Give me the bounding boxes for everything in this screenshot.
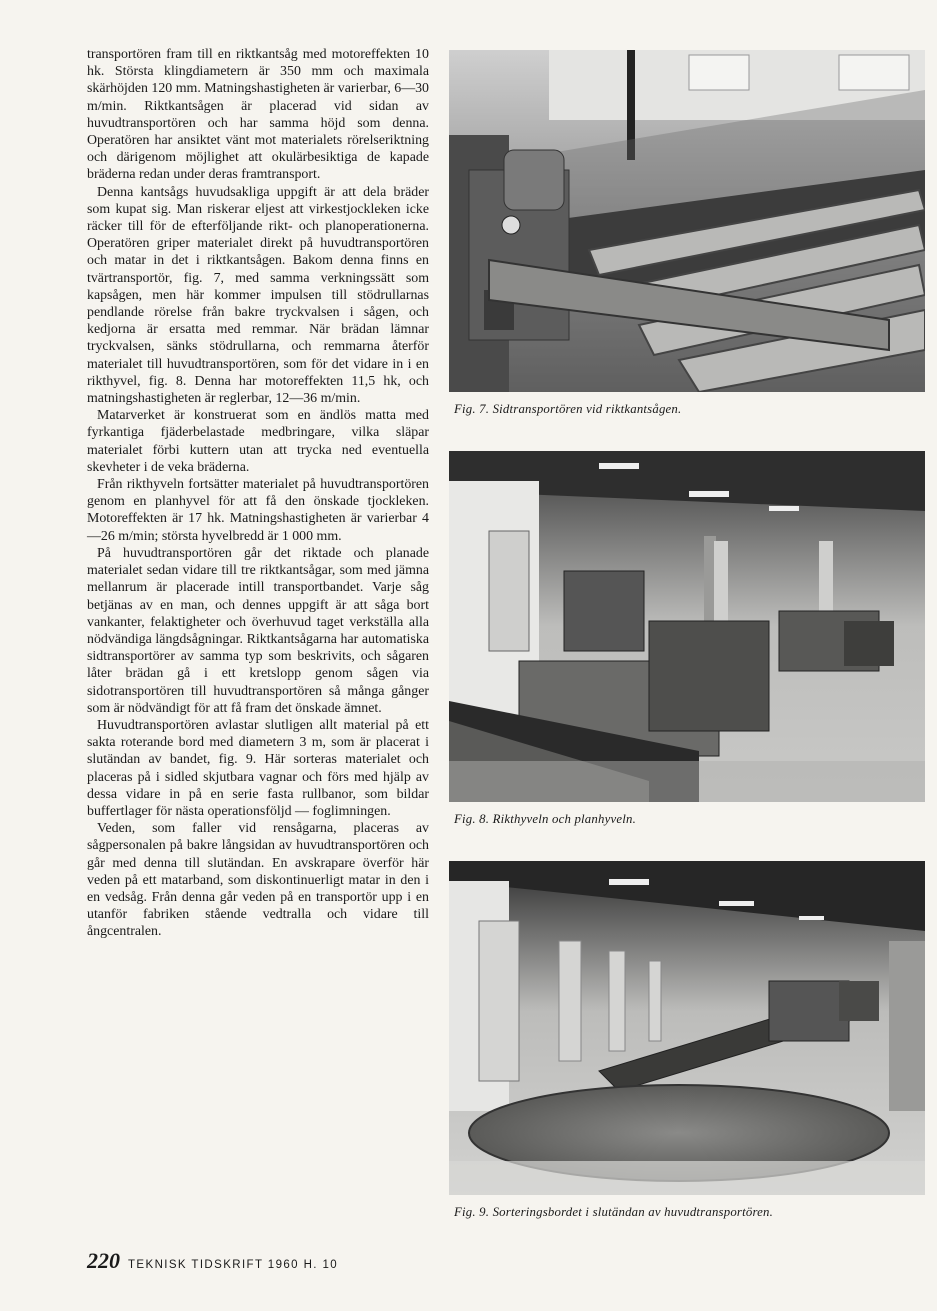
figure-9: [449, 861, 925, 1220]
figure-8-photo: [449, 451, 925, 802]
figure-7-caption: Fig. 7. Sidtransportören vid riktkantsågen.: [454, 402, 682, 416]
paragraph: Huvudtransportören avlastar slutligen allt material på ett sakta roterande bord med diametern 3 m, som är placerat i slutändan av bandet, fig. 9. Här sorteras materialet och placeras på i sidled skjutbara vagnar och förs med hjälp av dessa vidare in på en serie fasta rullbanor, som bildar buffertlager för nästa operationsföljd — foglimningen.: [87, 717, 429, 819]
figure-7-photo: [449, 50, 925, 392]
article-text-column: [87, 46, 429, 941]
paragraph: Matarverket är konstruerat som en ändlös matta med fyrkantiga fjäderbelastade medbringare, vilka släpar materialet förbi kuttern utan att trycka ned eventuella skevheter i de veka bräderna.: [87, 408, 429, 475]
paragraph: transportören fram till en riktkantsåg med motoreffekten 10 hk. Största klingdiametern är 350 mm och maximala skärhöjden 120 mm. Matningshastigheten är varierbar, 6—30 m/min. Riktkantsågen är placerad vid sidan av huvudtransportören och har samma höjd som denna. Operatören har ansiktet vänt mot materialets rörelseriktning och därigenom möjlighet att okulärbesiktiga de kapade bräderna redan under deras framtransport.: [87, 47, 429, 183]
paragraph: Veden, som faller vid rensågarna, placeras av sågpersonalen på bakre långsidan av huvudtransportören och går med denna till slutändan. En avskrapare överför här veden på ett matarband, som diskontinuerligt matar in den i en vedsåg. Från denna går veden på en transportör upp i en utanför fabriken stående vedtralla och vidare till ångcentralen.: [87, 821, 429, 940]
journal-name: TEKNISK TIDSKRIFT 1960 H. 10: [128, 1259, 339, 1271]
figure-8: [449, 451, 925, 827]
figure-9-photo: [449, 861, 925, 1195]
paragraph: På huvudtransportören går det riktade och planade materialet sedan vidare till tre riktkantsågar, som med jämna mellanrum är placerade intill transportbandet. Varje såg betjänas av en man, och dennes uppgift är att såga bort vankanter, felaktigheter och överhuvud taget verkställa alla nödvändiga längdsågningar. Riktkantsågarna har automatiska sidtransportörer av samma typ som beskrivits, och sågaren låter brädan gå i ett kretslopp genom sågen via sidotransportören till huvudtransportören så många gånger som är nödvändigt för att få fram det önskade ämnet.: [87, 545, 429, 716]
page-number: 220: [87, 1248, 120, 1273]
page-footer: [87, 1248, 338, 1274]
figure-8-caption: Fig. 8. Rikthyveln och planhyveln.: [454, 812, 636, 826]
paragraph: Denna kantsågs huvudsakliga uppgift är att dela bräder som kupat sig. Man riskerar eljest att virkestjockleken icke räcker till för de efterföljande rikt- och planoperationerna. Operatören griper materialet direkt på huvudtransportören och matar in det i riktkantsågen. Bakom denna finns en tvärtransportör, fig. 7, med samma verkningssätt som kapsågen, men här kommer impulsen till stödrullarnas pendlande rörelse från bakre tryckvalsen i sågen, och kedjorna är ersatta med remmar. När brädan lämnar tryckvalsen, sänks stödrullarna, och remmarna återför materialet till huvudtransportören, som för det vidare in i en rikthyvel, fig. 8. Denna har motoreffekten 11,5 hk, och matningshastigheten är reglerbar, 12—36 m/min.: [87, 184, 429, 407]
figure-9-caption: Fig. 9. Sorteringsbordet i slutändan av huvudtransportören.: [454, 1205, 774, 1219]
paragraph: Från rikthyveln fortsätter materialet på huvudtransportören genom en planhyvel för att få den önskade tjockleken. Motoreffekten är 17 hk. Matningshastigheten är varierbar 4—26 m/min; största hyvelbredd är 1 000 mm.: [87, 477, 429, 544]
figure-7: [449, 50, 925, 417]
